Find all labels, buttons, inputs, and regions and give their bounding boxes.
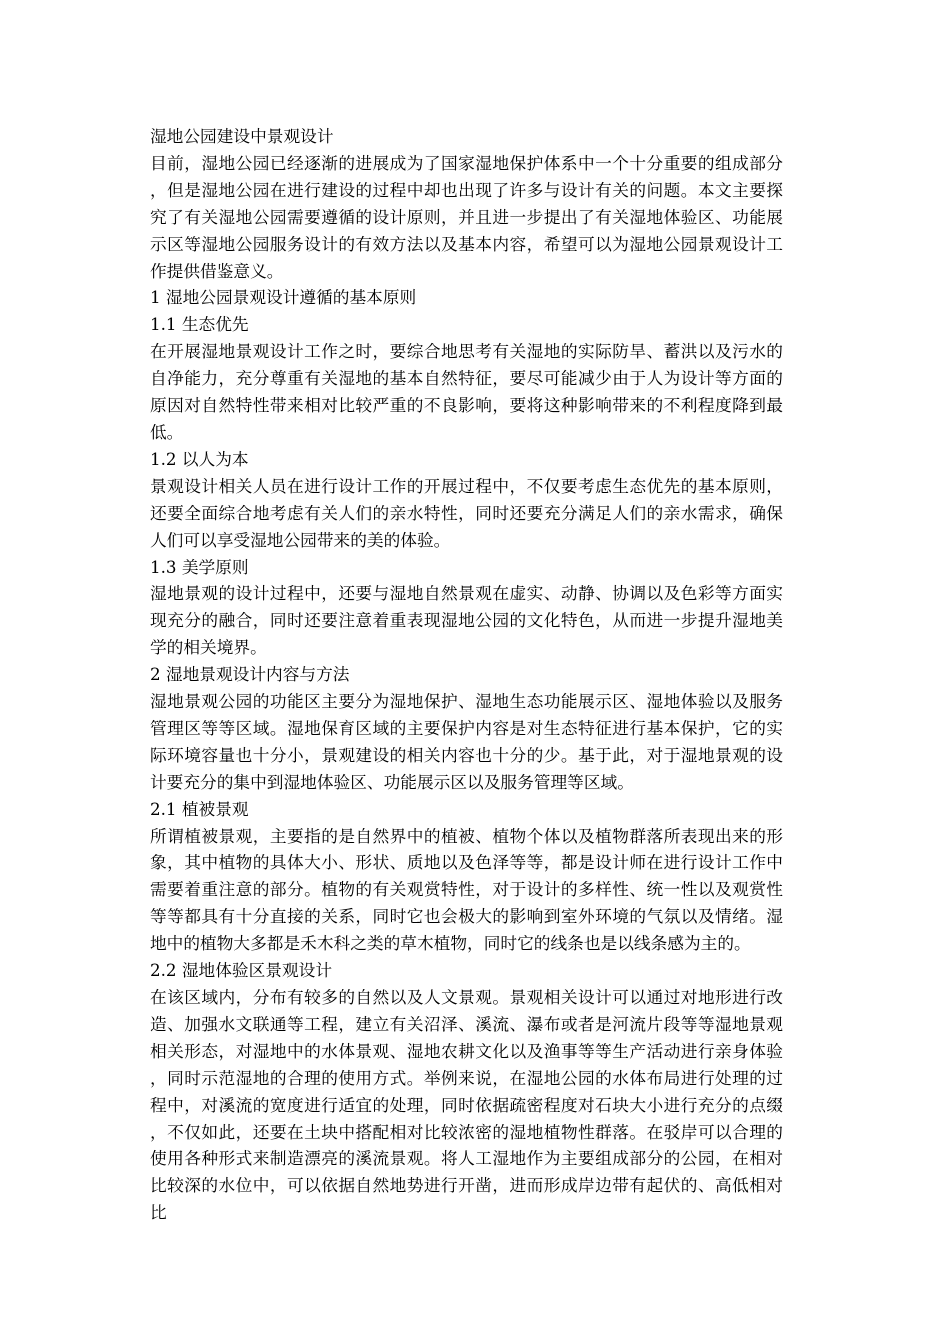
paragraph-2: 湿地景观公园的功能区主要分为湿地保护、湿地生态功能展示区、湿地体验以及服务管理区等等区域。湿地保育区域的主要保护内容是对生态特征进行基本保护，它的实际环境容量也十分小，景观建设的相关内容也十分的少。基于此，对于湿地景观的设计要充分的集中到湿地体验区、功能展示区以及服务管理等区域。: [150, 691, 783, 792]
section-heading-2: 2 湿地景观设计内容与方法: [150, 664, 350, 685]
subsection-heading-2-1: 2.1 植被景观: [150, 798, 249, 819]
subsection-heading-1-3: 1.3 美学原则: [150, 556, 249, 577]
paragraph-2-2: 在该区域内，分布有较多的自然以及人文景观。景观相关设计可以通过对地形进行改造、加强水文联通等工程，建立有关沼泽、溪流、瀑布或者是河流片段等等湿地景观相关形态，对湿地中的水体景观、湿地农耕文化以及渔事等等生产活动进行亲身体验，同时示范湿地的合理的使用方式。举例来说，在湿地公园的水体布局进行处理的过程中，对溪流的宽度进行适宜的处理，同时依据疏密程度对石块大小进行充分的点缀，不仅如此，还要在土块中搭配相对比较浓密的湿地植物性群落。在驳岸可以合理的使用各种形式来制造漂亮的溪流景观。将人工湿地作为主要组成部分的公园，在相对比较深的水位中，可以依据自然地势进行开凿，进而形成岸边带有起伏的、高低相对比: [150, 987, 783, 1223]
document-body: [150, 123, 783, 1226]
paragraph-1-2: 景观设计相关人员在进行设计工作的开展过程中，不仅要考虑生态优先的基本原则，还要全面综合地考虑有关人们的亲水特性，同时还要充分满足人们的亲水需求，确保人们可以享受湿地公园带来的美的体验。: [150, 475, 783, 550]
document-title: 湿地公园建设中景观设计: [150, 126, 334, 146]
paragraph-2-1: 所谓植被景观，主要指的是自然界中的植被、植物个体以及植物群落所表现出来的形象，其中植物的具体大小、形状、质地以及色泽等等，都是设计师在进行设计工作中需要着重注意的部分。植物的有关观赏特性，对于设计的多样性、统一性以及观赏性等等都具有十分直接的关系，同时它也会极大的影响到室外环境的气氛以及情绪。湿地中的植物大多都是禾木科之类的草木植物，同时它的线条也是以线条感为主的。: [150, 825, 783, 954]
subsection-heading-1-2: 1.2 以人为本: [150, 448, 249, 469]
subsection-heading-1-1: 1.1 生态优先: [150, 314, 249, 335]
paragraph-1-1: 在开展湿地景观设计工作之时，要综合地思考有关湿地的实际防旱、蓄洪以及污水的自净能力，充分尊重有关湿地的基本自然特征，要尽可能减少由于人为设计等方面的原因对自然特性带来相对比较严重的不良影响，要将这种影响带来的不利程度降到最低。: [150, 341, 783, 442]
abstract-paragraph: 目前，湿地公园已经逐渐的进展成为了国家湿地保护体系中一个十分重要的组成部分，但是湿地公园在进行建设的过程中却也出现了许多与设计有关的问题。本文主要探究了有关湿地公园需要遵循的设计原则，并且进一步提出了有关湿地体验区、功能展示区等湿地公园服务设计的有效方法以及基本内容，希望可以为湿地公园景观设计工作提供借鉴意义。: [150, 152, 783, 281]
paragraph-1-3: 湿地景观的设计过程中，还要与湿地自然景观在虚实、动静、协调以及色彩等方面实现充分的融合，同时还要注意着重表现湿地公园的文化特色，从而进一步提升湿地美学的相关境界。: [150, 583, 783, 658]
subsection-heading-2-2: 2.2 湿地体验区景观设计: [150, 960, 333, 981]
section-heading-1: 1 湿地公园景观设计遵循的基本原则: [150, 287, 417, 308]
